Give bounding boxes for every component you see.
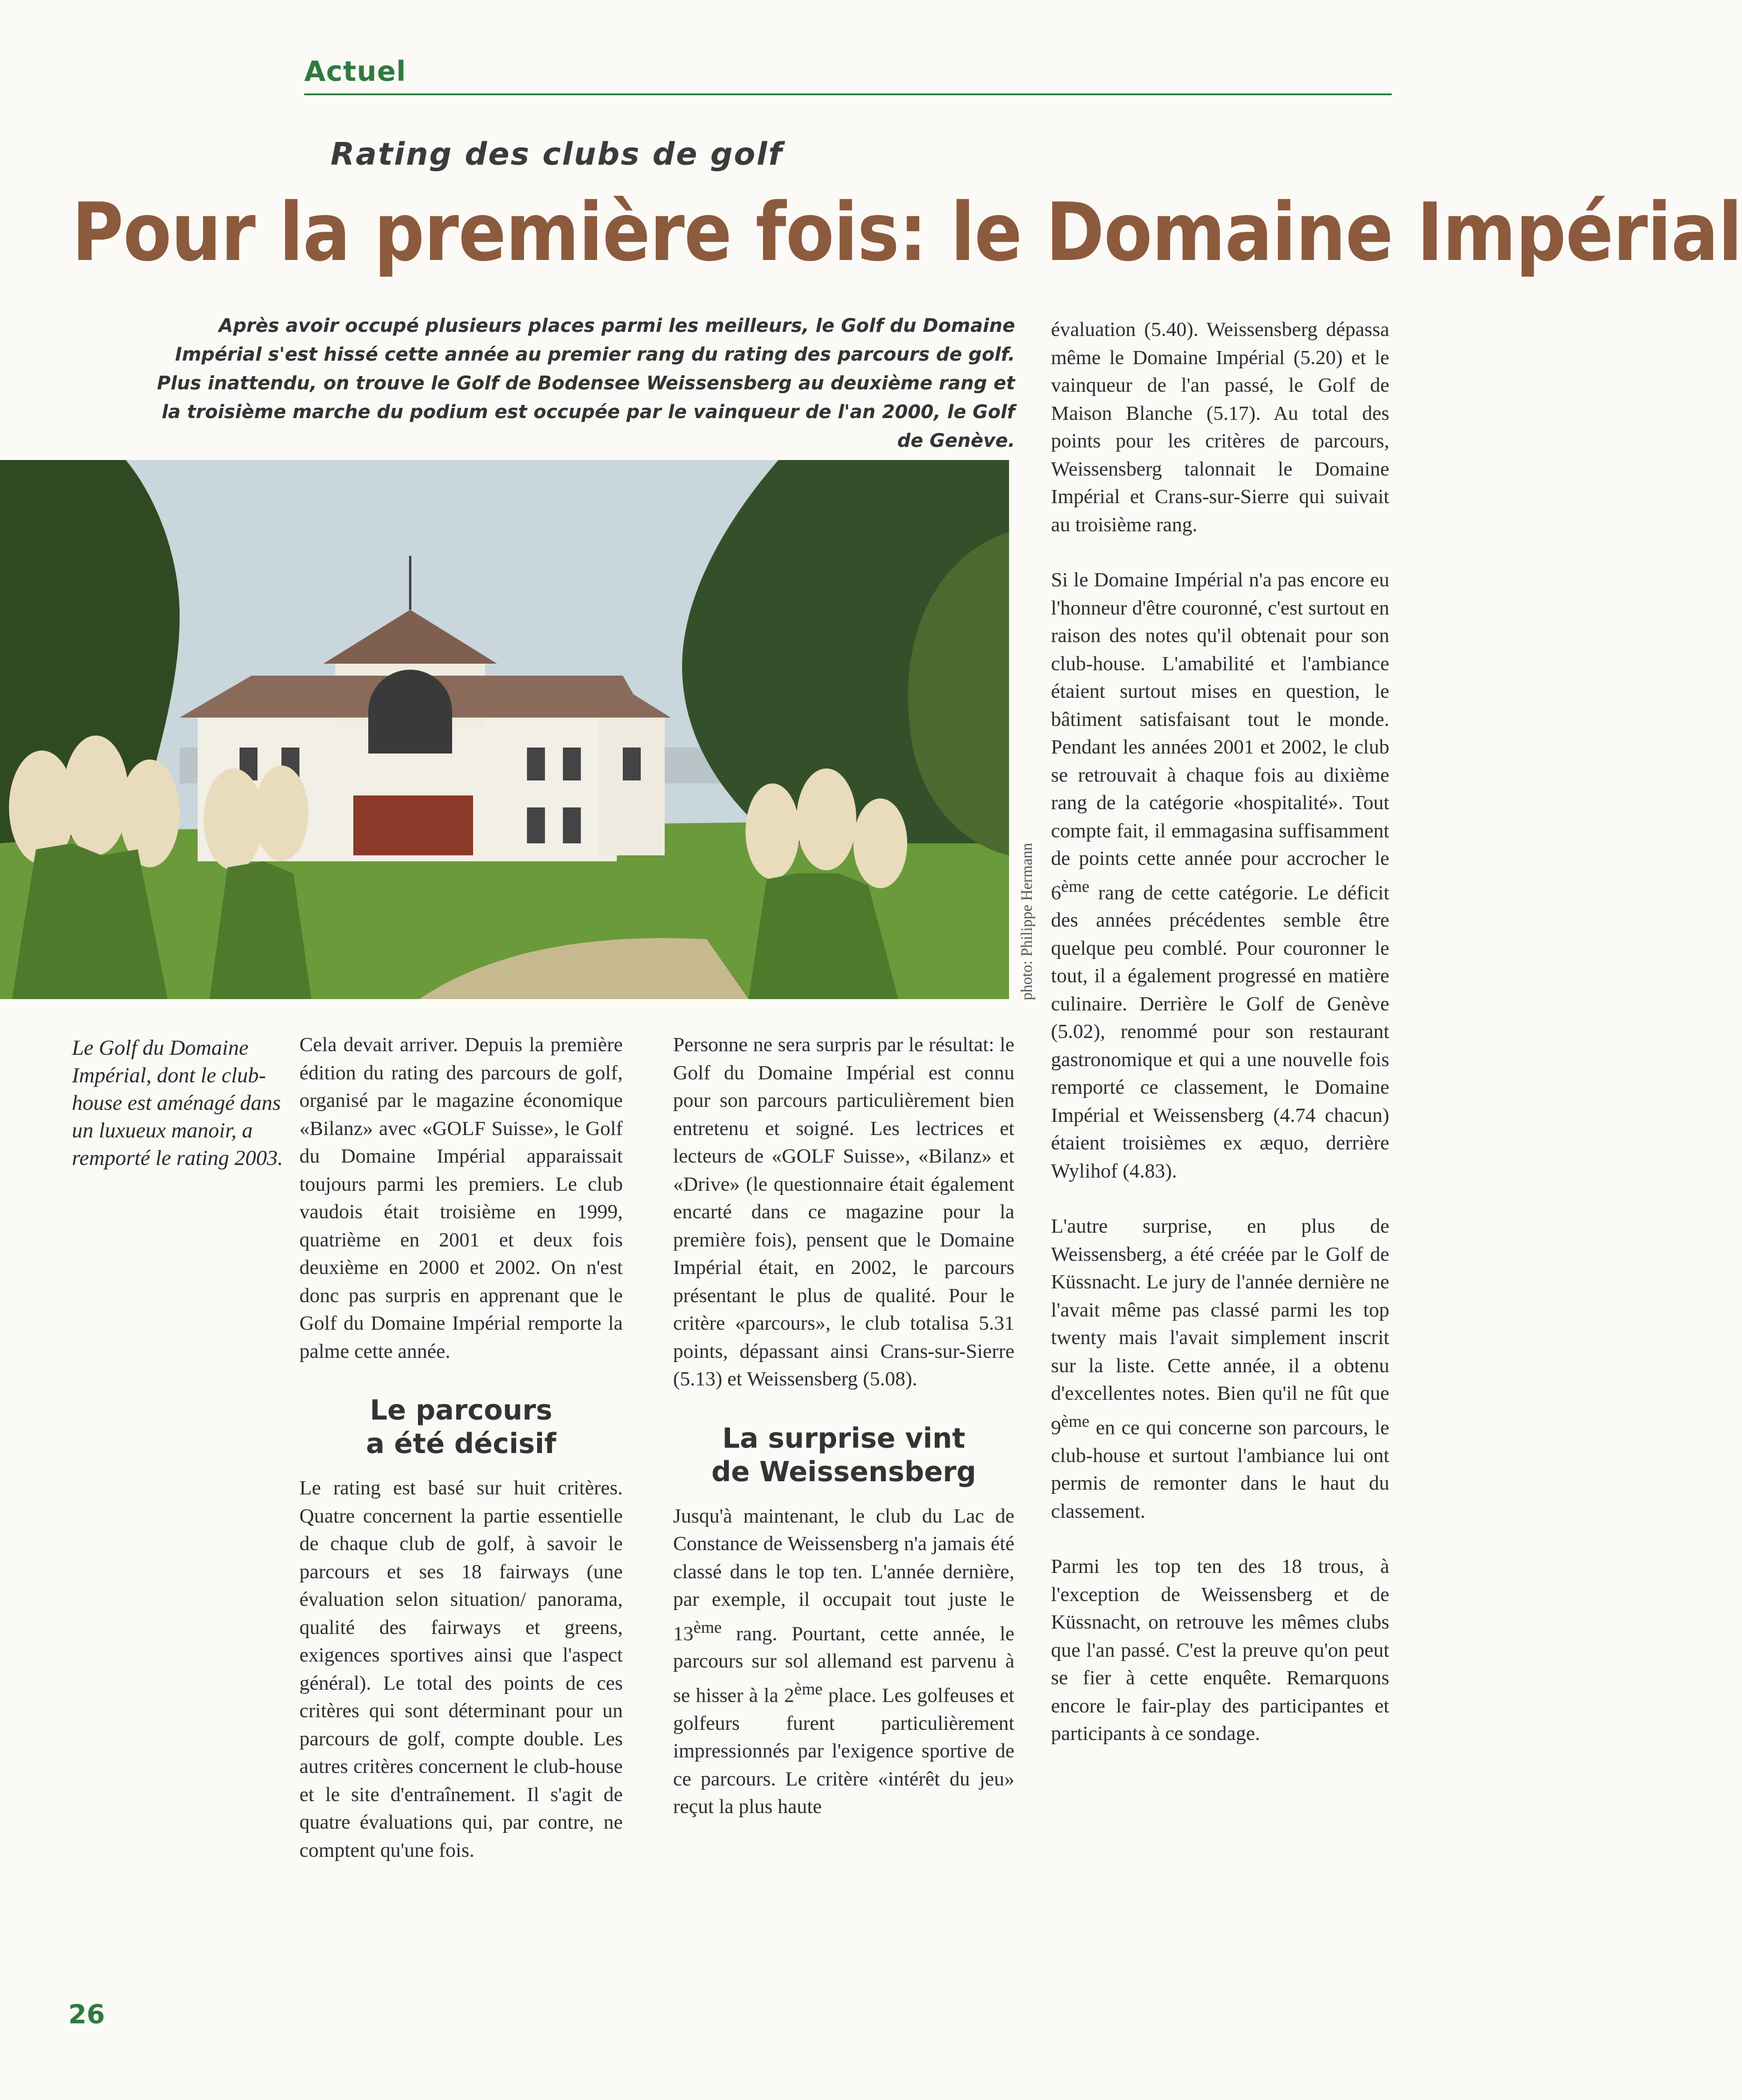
col1-subheading-line1: Le parcours xyxy=(369,1394,553,1426)
col2-p2-part-c: place. Les golfeuses et golfeurs furent particulièrement impressionnés par l'exigence sportive de ce parcours. Le critère «intérêt du jeu» reçut la plus haute xyxy=(673,1684,1014,1818)
headline: Pour la première fois: le Domaine Impérial xyxy=(72,186,1742,279)
col2-subheading xyxy=(673,1421,1014,1488)
column-3 xyxy=(1051,316,1389,1748)
kicker: Rating des clubs de golf xyxy=(331,137,783,173)
column-1 xyxy=(299,1031,623,1865)
col3-paragraph-4: Parmi les top ten des 18 trous, à l'exception de Weissensberg et de Küssnacht, on retrouve les mêmes clubs que l'an passé. C'est la preuve qu'on peut se fier à cette enquête. Remarquons encore le fair-play des participantes et participants à ce sondage. xyxy=(1051,1556,1389,1745)
page-number: 26 xyxy=(68,1999,105,2030)
col1-paragraph-2: Le rating est basé sur huit critères. Quatre concernent la partie essentielle de chaque club de golf, à savoir le parcours et ses 18 fairways (une évaluation selon situation/ panorama, qualité des fairways et greens, exigences sportives ainsi que l'aspect général). Le total des points de ces critères qui sont déterminant pour un parcours de golf, compte double. Les autres critères concernent le club-house et le site d'entraînement. Il s'agit de quatre évaluations qui, par contre, ne comptent qu'une fois. xyxy=(299,1477,623,1862)
section-rule xyxy=(304,93,1392,95)
col2-p2-part-b: rang. Pourtant, cette année, le parcours sur sol allemand est parvenu à se hisser à la 2 xyxy=(673,1622,1014,1707)
col1-subheading-line2: a été décisif xyxy=(366,1427,556,1460)
col1-paragraph-1: Cela devait arriver. Depuis la première édition du rating des parcours de golf, organisé par le magazine économique «Bilanz» avec «GOLF Suisse», le Golf du Domaine Impérial apparaissait toujours parmi les premiers. Le club vaudois était troisième en 1999, quatrième en 2001 et deux fois deuxième en 2000 et 2002. On n'est donc pas surpris en apprenant que le Golf du Domaine Impérial remporte la palme cette année. xyxy=(299,1034,623,1363)
photo-caption: Le Golf du Domaine Impérial, dont le club-house est aménagé dans un luxueux manoir, a remporté le rating 2003. xyxy=(72,1036,283,1170)
column-2 xyxy=(673,1031,1014,1821)
col2-p2-sup-1: ème xyxy=(693,1618,722,1637)
section-label: Actuel xyxy=(304,55,407,87)
lead-paragraph: Après avoir occupé plusieurs places parmi les meilleurs, le Golf du Domaine Impérial s'est hissé cette année au premier rang du rating des parcours de golf. Plus inattendu, on trouve le Golf de Bodensee Weissensberg au deuxième rang et la troisième marche du podium est occupée par le vainqueur de l'an 2000, le Golf de Genève. xyxy=(157,315,1015,452)
col3-p2-part-a: Si le Domaine Impérial n'a pas encore eu l'honneur d'être couronné, c'est surtout en raison des notes qu'il obtenait pour son club-house. L'amabilité et l'ambiance étaient surtout mises en question, le bâtiment satisfaisant tout le monde. Pendant les années 2001 et 2002, le club se retrouvait à chaque fois au dixième rang de la catégorie «hospitalité». Tout compte fait, il emmagasina suffisamment de points cette année pour accrocher le 6 xyxy=(1051,569,1389,904)
col3-p3-part-a: L'autre surprise, en plus de Weissensberg, a été créée par le Golf de Küssnacht. Le jury de l'année dernière ne l'avait même pas classé parmi les top twenty mais l'avait simplement inscrit sur la liste. Cette année, il a obtenu d'excellentes notes. Bien qu'il ne fût que 9 xyxy=(1051,1215,1389,1439)
col2-p2-part-a: Jusqu'à maintenant, le club du Lac de Constance de Weissensberg n'a jamais été classé dans le top ten. L'année dernière, par exemple, il occupait tout juste le 13 xyxy=(673,1505,1014,1645)
col3-paragraph-2 xyxy=(1051,567,1389,1185)
col3-p2-part-b: rang de cette catégorie. Le déficit des années précédentes semble être quelque peu comblé. Pour couronner le tout, il a également progressé en matière culinaire. Derrière le Golf de Genève (5.02), renommé pour son restaurant gastronomique et qui a une nouvelle fois remporté ce classement, le Domaine Impérial et Weissensberg (4.74 chacun) étaient troisièmes ex æquo, derrière Wylihof (4.83). xyxy=(1051,881,1389,1182)
col3-p3-part-b: en ce qui concerne son parcours, le club-house et surtout l'ambiance lui ont permis de remonter dans le haut du classement. xyxy=(1051,1417,1389,1523)
col2-subheading-line1: La surprise vint xyxy=(722,1421,965,1454)
col3-paragraph-3 xyxy=(1051,1213,1389,1526)
col2-p2-sup-2: ème xyxy=(794,1680,823,1699)
col3-paragraph-1: évaluation (5.40). Weissensberg dépassa même le Domaine Impérial (5.20) et le vainqueur de l'an passé, le Golf de Maison Blanche (5.17). Au total des points pour les critères de parcours, Weissensberg talonnait le Domaine Impérial et Crans-sur-Sierre qui suivait au troisième rang. xyxy=(1051,319,1389,536)
col3-p3-sup: ème xyxy=(1061,1412,1090,1431)
photo-credit: photo: Philippe Hermann xyxy=(1018,843,1035,1000)
col3-p2-sup: ème xyxy=(1061,877,1090,896)
col2-subheading-line2: de Weissensberg xyxy=(711,1455,977,1488)
col1-subheading xyxy=(299,1393,623,1460)
col2-paragraph-2 xyxy=(673,1503,1014,1821)
photo-illustration xyxy=(0,460,1009,999)
photo-domaine-imperial xyxy=(0,460,1009,999)
col2-paragraph-1: Personne ne sera surpris par le résultat: le Golf du Domaine Impérial est connu pour son parcours particulièrement bien entretenu et soigné. Les lectrices et lecteurs de «GOLF Suisse», «Bilanz» et «Drive» (le questionnaire était également encarté dans ce magazine pour la première fois), pensent que le Domaine Impérial était, en 2002, le parcours présentant le plus de qualité. Pour le critère «parcours», le club totalisa 5.31 points, dépassant ainsi Crans-sur-Sierre (5.13) et Weissensberg (5.08). xyxy=(673,1034,1014,1390)
